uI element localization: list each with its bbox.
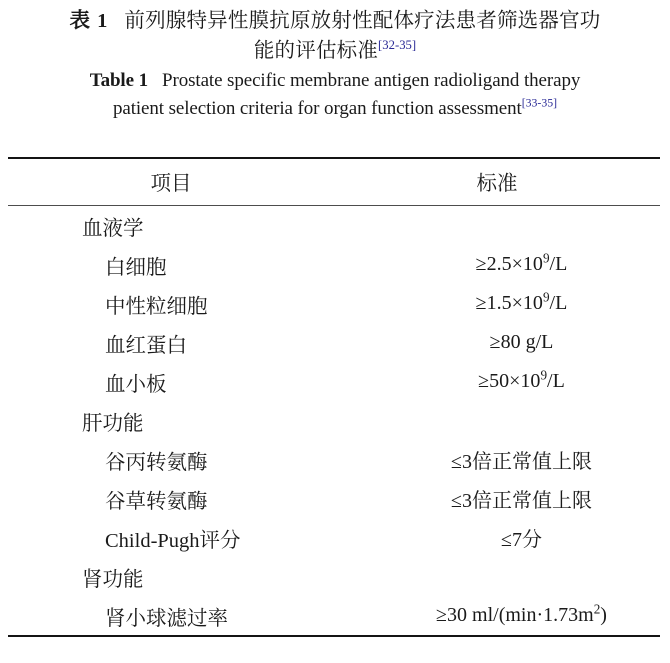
row-item-label — [8, 284, 383, 323]
row-standard-value: ≤3倍正常值上限 — [451, 451, 592, 473]
item-text: 谷草转氨酶 — [105, 490, 208, 513]
row-item-label — [8, 596, 383, 635]
caption-chinese-line-1 — [14, 6, 656, 36]
item-text: 白细胞 — [105, 256, 167, 279]
row-standard-value: ≥80 g/L — [489, 331, 554, 353]
row-section-label — [8, 206, 383, 245]
row-standard-value: $\ge 50\times 10^9/L$ — [478, 367, 565, 392]
caption-chinese-label: 表 1 — [69, 10, 109, 32]
row-item-label — [8, 440, 383, 479]
row-standard-value: $\ge 2.5\times 10^9/L$ — [475, 250, 568, 275]
table-row — [8, 518, 660, 557]
table-row — [8, 440, 660, 479]
table-row — [8, 284, 660, 323]
caption-english-line-1 — [14, 67, 656, 95]
table-row — [8, 401, 660, 440]
caption-chinese-text-1: 前列腺特异性膜抗原放射性配体疗法患者筛选器官功 — [124, 10, 601, 32]
table-body — [8, 206, 660, 635]
table-row — [8, 362, 660, 401]
table-row — [8, 479, 660, 518]
table-caption — [0, 0, 670, 123]
row-item-label — [8, 245, 383, 284]
item-text: 谷丙转氨酶 — [105, 451, 208, 474]
row-standard-value — [383, 401, 660, 440]
caption-english-label: Table 1 — [89, 69, 148, 91]
criteria-table — [8, 159, 660, 205]
citation-reference-english: [33-35] — [521, 96, 558, 110]
column-header-standard: 标准 — [476, 173, 518, 195]
row-item-label — [8, 479, 383, 518]
item-text: 肾小球滤过率 — [105, 607, 228, 630]
item-text: 血红蛋白 — [105, 334, 187, 357]
table-header — [8, 159, 660, 205]
table-row — [8, 206, 660, 245]
caption-english-text-1: Prostate specific membrane antigen radioligand therapy — [162, 69, 581, 91]
row-item-label — [8, 518, 383, 557]
row-standard-value — [383, 206, 660, 245]
column-header-item: 项目 — [150, 173, 192, 195]
citation-reference-chinese: [32-35] — [378, 38, 417, 53]
row-standard-value: $\ge 1.5\times 10^9/L$ — [475, 289, 568, 314]
table-bottom-rule — [8, 635, 660, 637]
row-section-label — [8, 557, 383, 596]
row-item-label — [8, 323, 383, 362]
item-text: 肾功能 — [82, 568, 144, 591]
criteria-table-wrapper — [8, 157, 660, 637]
item-text: Child-Pugh评分 — [105, 529, 241, 552]
table-row — [8, 557, 660, 596]
row-standard-value: ≥30 $ml/(\min\cdot 1.73m^2)$ — [436, 601, 607, 626]
caption-english-line-2 — [14, 95, 656, 123]
table-row — [8, 245, 660, 284]
table-row — [8, 323, 660, 362]
item-text: 血小板 — [105, 373, 167, 396]
item-text: 血液学 — [82, 217, 144, 240]
row-item-label — [8, 362, 383, 401]
criteria-table-body-wrapper — [8, 206, 660, 635]
row-section-label — [8, 401, 383, 440]
row-standard-value — [383, 557, 660, 596]
caption-english-text-2: patient selection criteria for organ function assessment — [112, 97, 522, 119]
row-standard-value: ≤3倍正常值上限 — [451, 490, 592, 512]
caption-chinese-line-2 — [14, 36, 656, 66]
table-header-row — [8, 159, 660, 205]
caption-chinese-text-2: 能的评估标准 — [253, 40, 379, 63]
table-row — [8, 596, 660, 635]
row-standard-value: ≤7分 — [501, 529, 542, 551]
item-text: 中性粒细胞 — [105, 295, 208, 318]
item-text: 肝功能 — [82, 412, 144, 435]
